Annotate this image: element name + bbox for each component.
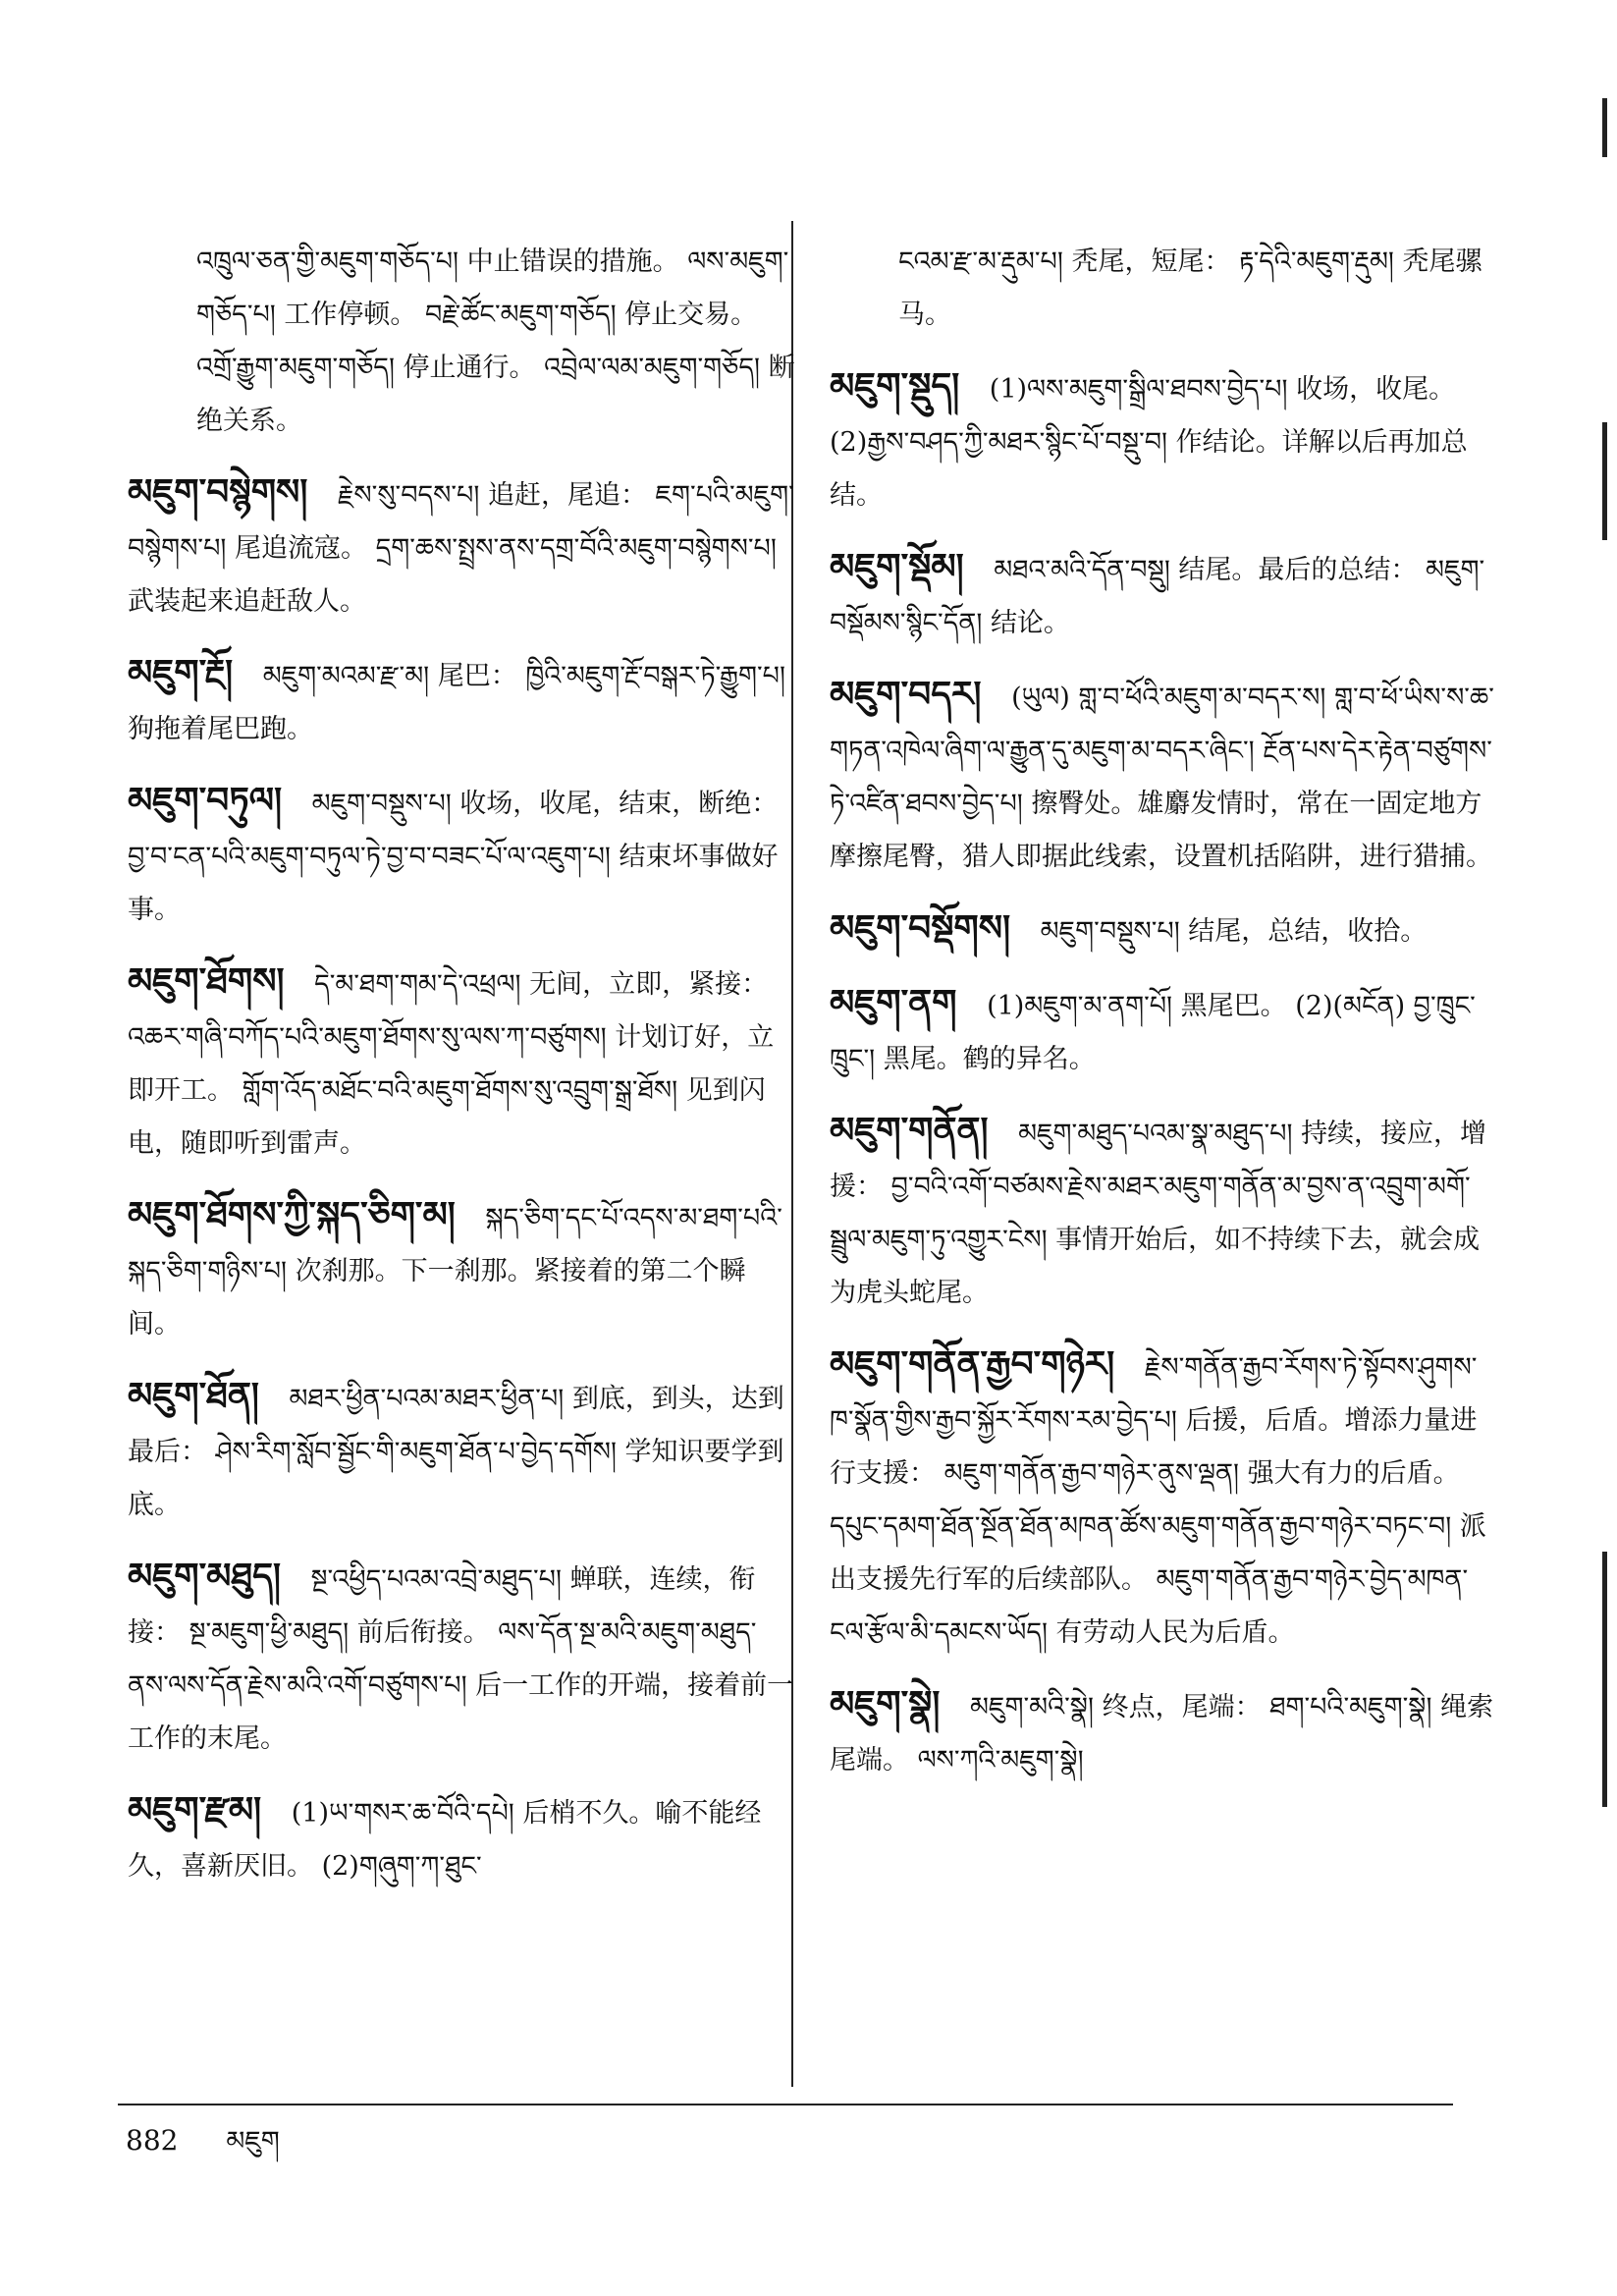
- entry-body: [196, 236, 795, 448]
- headword: མཇུག་རྫམ།: [128, 1789, 262, 1831]
- tibetan-text: ཁྱིའི་མཇུག་རྔོ་བསྒར་ཏེ་རྒྱུག་པ།: [525, 661, 785, 691]
- chinese-text: 停止通行。: [403, 353, 536, 383]
- tibetan-text: མཇུག་གནོན་རྒྱབ་གཉེར་བྱེད་མཁན་ངལ་རྩོལ་མི་དམངས་ཡོད།: [830, 1564, 1469, 1648]
- tibetan-text: སྔ་མཇུག་ཕྱི་མཐུད།: [189, 1617, 350, 1648]
- dictionary-entry: [830, 1677, 1497, 1787]
- tibetan-text: ངའམ་རྫ་མ་རྡུམ་པ།: [898, 246, 1063, 277]
- tibetan-text: ལས་ཀའི་མཇུག་སྣེ།: [917, 1745, 1084, 1776]
- chinese-text: 尾巴：: [437, 661, 517, 691]
- left-column: [128, 236, 795, 1911]
- dictionary-entry: [830, 976, 1497, 1086]
- chinese-text: 工作停顿。: [284, 300, 417, 330]
- tibetan-text: འགྲོ་རྒྱུག་མཇུག་གཅོད།: [196, 353, 395, 383]
- chinese-text: 学知识要学到底。: [128, 1437, 784, 1520]
- tibetan-text: གློག་འོད་མཐོང་བའི་མཇུག་ཐོགས་སུ་འབྲུག་སྒྲ་ཐོས།: [242, 1075, 678, 1106]
- chinese-text: 后援，后盾。增添力量进行支援：: [830, 1405, 1478, 1489]
- dictionary-entry: [830, 902, 1497, 958]
- tibetan-text: མཇུག་བསྡུས་པ།: [1040, 916, 1180, 947]
- headword: མཇུག་ཐོགས།: [128, 960, 285, 1002]
- scan-edge-mark: [1602, 422, 1607, 540]
- chinese-text: 到底，到头，达到最后：: [128, 1384, 784, 1467]
- right-column: [830, 236, 1497, 1805]
- tibetan-text: རྟ་དེའི་མཇུག་རྡུམ།: [1239, 246, 1394, 277]
- dictionary-entry: [128, 465, 795, 629]
- tibetan-text: ཐག་པའི་མཇུག་སྣེ།: [1269, 1692, 1432, 1722]
- chinese-text: 黑尾巴。: [1180, 991, 1287, 1021]
- headword: མཇུག་བཏུལ།: [128, 780, 283, 821]
- chinese-text: 擦臀处。雄麝发情时，常在一固定地方摩擦尾臀，猎人即据此线索，设置机括陷阱，进行猎捕。: [830, 789, 1492, 872]
- chinese-text: 强大有力的后盾。: [1247, 1458, 1460, 1489]
- tibetan-text: མཇུག་མཐུད་པའམ་སྣ་མཐུད་པ།: [1018, 1119, 1293, 1149]
- dictionary-entry: [830, 236, 1497, 342]
- chinese-text: 无间，立即，紧接：: [529, 969, 769, 1000]
- chinese-text: 收场，收尾，结束，断绝：: [459, 789, 779, 819]
- headword: མཇུག་སྡོམ།: [830, 546, 964, 587]
- tibetan-text: ཤེས་རིག་སློབ་སྦྱོང་གི་མཇུག་ཐོན་པ་བྱེད་དགོས།: [215, 1437, 617, 1467]
- tibetan-text: ལས་མཇུག་གཅོད་པ།: [196, 246, 789, 330]
- chinese-text: 收场，收尾。: [1296, 374, 1456, 405]
- tibetan-text: སྐད་ཅིག་དང་པོ་འདས་མ་ཐག་པའི་སྐད་ཅིག་གཉིས་པ།: [128, 1203, 782, 1286]
- headword: མཇུག་གནོན།: [830, 1110, 989, 1151]
- chinese-text: 秃尾，短尾：: [1071, 246, 1231, 277]
- tibetan-text: ཇག་པའི་མཇུག་བསྙེགས་པ།: [128, 480, 794, 564]
- dictionary-entry: [128, 774, 795, 937]
- tibetan-text: འཁྲུལ་ཅན་གྱི་མཇུག་གཅོད་པ།: [196, 246, 459, 277]
- chinese-text: 断绝关系。: [196, 353, 795, 436]
- tibetan-text: འཆར་གཞི་བཀོད་པའི་མཇུག་ཐོགས་སུ་ལས་ཀ་བཙུགས།: [128, 1022, 607, 1053]
- dictionary-entry: [128, 1550, 795, 1766]
- dictionary-entry: [128, 236, 795, 448]
- tibetan-text: རྗེས་སུ་བདས་པ།: [337, 480, 480, 511]
- headword: མཇུག་སྣེ།: [830, 1683, 941, 1724]
- chinese-text: 绳索尾端。: [830, 1692, 1494, 1776]
- chinese-text: 蝉联，连续，衔接：: [128, 1564, 756, 1648]
- tibetan-text: ལས་དོན་སྔ་མའི་མཇུག་མཐུད་ནས་ལས་དོན་རྗེས་མའི་འགོ་བཙུགས་པ།: [128, 1617, 757, 1701]
- tibetan-text: མཇུག་མའི་སྣེ།: [970, 1692, 1094, 1722]
- chinese-text: 停止交易。: [624, 300, 758, 330]
- headword: མཇུག་བསྙེགས།: [128, 471, 308, 513]
- headword: མཇུག་གནོན་རྒྱབ་གཉེར།: [830, 1343, 1115, 1385]
- headword: མཇུག་ཐོན།: [128, 1375, 259, 1416]
- chinese-text: 见到闪电，随即听到雷声。: [128, 1075, 766, 1159]
- tibetan-text: རྗེས་གནོན་རྒྱབ་རོགས་ཏེ་སྟོབས་ཤུགས་ཁ་སྣོན་གྱིས་རྒྱབ་སྐྱོར་རོགས་རམ་བྱེད་པ།: [830, 1352, 1478, 1436]
- headword: མཇུག་ཐོགས་ཀྱི་སྐད་ཅིག་མ།: [128, 1194, 456, 1235]
- tibetan-text: གླ་བ་ཕོ་ཡིས་ས་ཆ་གཏན་འཁེལ་ཞིག་ལ་རྒྱུན་དུ་མཇུག་མ་བདར་ཞིང་། རྔོན་པས་དེར་རྟེན་བཙུགས་ཏེ་འཛིན་ཐབས་བྱེད་པ།: [830, 683, 1494, 819]
- scan-edge-mark: [1602, 98, 1607, 157]
- chinese-text: 尾追流寇。: [234, 533, 367, 564]
- tibetan-text: མཇུག་གནོན་རྒྱབ་གཉེར་ནུས་ལྡན།: [943, 1458, 1240, 1489]
- chinese-text: 后一工作的开端，接着前一工作的末尾。: [128, 1670, 794, 1754]
- tibetan-text: དེ་མ་ཐག་གམ་དེ་འཕྲལ།: [314, 969, 521, 1000]
- chinese-text: 有劳动人民为后盾。: [1055, 1617, 1295, 1648]
- chinese-text: 黑尾。鹤的异名。: [883, 1044, 1096, 1074]
- chinese-text: 结束坏事做好事。: [128, 842, 779, 925]
- headword: མཇུག་རྔོ།: [128, 652, 234, 693]
- tibetan-text: དྲག་ཆས་སྤྲས་ནས་དགྲ་བོའི་མཇུག་བསྙེགས་པ།: [375, 533, 777, 564]
- dictionary-entry: [128, 646, 795, 756]
- dictionary-entry: [830, 1338, 1497, 1660]
- tibetan-text: (1)ཡ་གསར་ཆ་བོའི་དཔེ།: [291, 1798, 514, 1829]
- tibetan-text: (2)(མངོན) བྱ་ཁྲུང་ཁྲུང་།: [830, 991, 1476, 1074]
- dictionary-entry: [830, 668, 1497, 884]
- dictionary-entry: [830, 359, 1497, 522]
- tibetan-text: མཐར་ཕྱིན་པའམ་མཐར་ཕྱིན་པ།: [289, 1384, 565, 1414]
- chinese-text: 派出支援先行军的后续部队。: [830, 1511, 1486, 1595]
- headword: མཇུག་མཐུད།: [128, 1556, 281, 1597]
- tibetan-text: སྔ་འཕྱིད་པའམ་འབྲེ་མཐུད་པ།: [310, 1564, 562, 1595]
- tibetan-text: བྱ་བ་ངན་པའི་མཇུག་བཏུལ་ཏེ་བྱ་བ་བཟང་པོ་ལ་འཇུག་པ།: [128, 842, 611, 872]
- dictionary-entry: [830, 1104, 1497, 1320]
- tibetan-text: འབྲེལ་ལམ་མཇུག་གཅོད།: [544, 353, 760, 383]
- headword: མཇུག་བསྡོགས།: [830, 907, 1011, 949]
- chinese-text: 追赶，尾追：: [487, 480, 647, 511]
- chinese-text: 后梢不久。喻不能经久，喜新厌旧。: [128, 1798, 762, 1882]
- chinese-text: 武装起来追赶敌人。: [128, 586, 366, 617]
- chinese-text: 中止错误的措施。: [466, 246, 679, 277]
- chinese-text: 结尾。最后的总结：: [1178, 555, 1418, 585]
- headword: མཇུག་བདར།: [830, 674, 982, 715]
- tibetan-text: མཇུག་བསྡུས་པ།: [311, 789, 452, 819]
- chinese-text: 前后衔接。: [356, 1617, 490, 1648]
- chinese-text: 计划订好，立即开工。: [128, 1022, 775, 1106]
- dictionary-entry: [128, 1783, 795, 1893]
- dictionary-entry: [128, 955, 795, 1171]
- page-footer: [126, 2111, 280, 2186]
- tibetan-text: (2)རྒྱས་བཤད་ཀྱི་མཐར་སྙིང་པོ་བསྡུ་བ།: [830, 427, 1168, 458]
- chinese-text: 结尾，总结，收拾。: [1188, 916, 1428, 947]
- headword: མཇུག་ནག: [830, 982, 957, 1023]
- chinese-text: 秃尾骡马。: [898, 246, 1482, 330]
- chinese-text: 次刹那。下一刹那。紧接着的第二个瞬间。: [128, 1256, 746, 1339]
- chinese-text: 终点，尾端：: [1102, 1692, 1262, 1722]
- running-head: མཇུག: [226, 2126, 280, 2157]
- scan-edge-mark: [1602, 1552, 1607, 1807]
- tibetan-text: (1)མཇུག་མ་ནག་པོ།: [987, 991, 1173, 1021]
- dictionary-entry: [128, 1369, 795, 1532]
- chinese-text: 结论。: [990, 608, 1070, 638]
- footer-rule: [118, 2104, 1453, 2105]
- tibetan-text: བརྗེ་ཚོང་མཇུག་གཅོད།: [424, 300, 617, 330]
- tibetan-text: མཇུག་མའམ་རྫ་མ།: [262, 661, 430, 691]
- chinese-text: 作结论。详解以后再加总结。: [830, 427, 1468, 511]
- chinese-text: 持续，接应，增援：: [830, 1119, 1487, 1202]
- headword: མཇུག་སྡུད།: [830, 365, 960, 407]
- tibetan-text: (ཡུལ) གླ་བ་ཕོའི་མཇུག་མ་བདར་ས།: [1011, 683, 1326, 713]
- entry-body: [898, 236, 1497, 342]
- tibetan-text: མཐའ་མའི་དོན་བསྡུ།: [994, 555, 1170, 585]
- dictionary-entry: [830, 540, 1497, 650]
- page-number: 882: [126, 2124, 179, 2157]
- tibetan-text: མཇུག་བསྡོམས་སྙིང་དོན།: [830, 555, 1485, 638]
- tibetan-text: དཔུང་དམག་ཐོན་སྔོན་ཐོན་མཁན་ཚོས་མཇུག་གནོན་རྒྱབ་གཉེར་བཏང་བ།: [830, 1511, 1452, 1542]
- tibetan-text: (2)གཞུག་ཀ་ཐུང་: [321, 1851, 482, 1882]
- tibetan-text: (1)ལས་མཇུག་སྒྲིལ་ཐབས་བྱེད་པ།: [989, 374, 1288, 405]
- dictionary-entry: [128, 1188, 795, 1351]
- tibetan-text: བྱ་བའི་འགོ་བཙམས་རྗེས་མཐར་མཇུག་གནོན་མ་བྱས་ན་འབྲུག་མགོ་སྦྲུལ་མཇུག་ཏུ་འགྱུར་ངེས།: [830, 1172, 1471, 1255]
- chinese-text: 事情开始后，如不持续下去，就会成为虎头蛇尾。: [830, 1225, 1481, 1308]
- chinese-text: 狗拖着尾巴跑。: [128, 714, 313, 744]
